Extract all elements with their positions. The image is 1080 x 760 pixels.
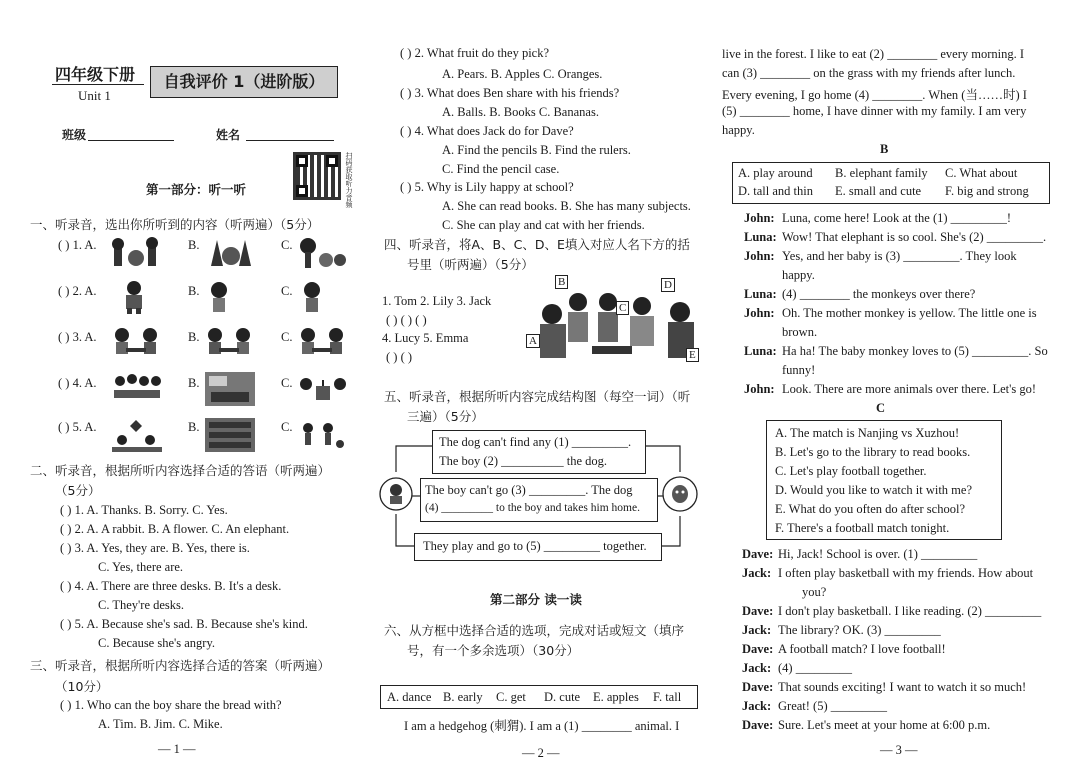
children-table-picture[interactable] — [298, 326, 348, 360]
question-line: ( ) 3. What does Ben share with his friends? — [400, 86, 620, 100]
option-b-label: B. — [188, 330, 200, 344]
page-number: — 2 — — [522, 746, 560, 760]
options-box — [380, 685, 698, 709]
speaker: Luna: — [744, 287, 777, 301]
page-title: 自我评价 1（进阶版） — [150, 66, 338, 98]
tag-a: A — [526, 334, 540, 348]
option-c-label: C. — [281, 238, 293, 252]
boy-picture[interactable] — [112, 280, 162, 314]
section-b-label: B — [880, 142, 889, 156]
speaker: John: — [744, 382, 775, 396]
question-4-number: ( ) 4. A. — [58, 376, 97, 390]
question-options: A. Balls. B. Books C. Bananas. — [442, 105, 599, 119]
passage-line: happy. — [722, 123, 755, 137]
dialog-line: Yes, and her baby is (3) _________. They look — [782, 249, 1017, 263]
question-line: ( ) 2. A. A rabbit. B. A flower. C. An elephant. — [60, 522, 290, 536]
dialog-line: happy. — [782, 268, 815, 282]
dialog-line: you? — [802, 585, 827, 599]
speaker: Dave: — [742, 642, 774, 656]
tag-e: E — [686, 348, 699, 362]
question-line: ( ) 5. Why is Lily happy at school? — [400, 180, 574, 194]
speaker: Luna: — [744, 344, 777, 358]
page-number: — 1 — — [158, 742, 196, 756]
passage-line: I am a hedgehog (刺猬). I am a (1) ________ animal. I — [404, 719, 680, 733]
names-row-2: 4. Lucy 5. Emma — [382, 331, 469, 345]
speaker: Jack: — [742, 623, 772, 637]
section-4-heading: 四、听录音，将A、B、C、D、E填入对应人名下方的括 — [384, 237, 690, 252]
option-item: B. elephant family — [835, 166, 928, 180]
dialog-line: Oh. The mother monkey is yellow. The little one is — [782, 306, 1037, 320]
page-2 — [372, 0, 712, 760]
part-two-title: 第二部分 读一读 — [490, 592, 582, 607]
section-5-heading: 五、听录音，根据所听内容完成结构图（每空一词）（听 — [384, 389, 691, 404]
options-box-c — [766, 420, 1002, 540]
question-line: C. Because she's angry. — [98, 636, 216, 650]
part-one-title: 第一部分：听一听 — [146, 182, 247, 197]
question-options: A. Find the pencils B. Find the rulers. — [442, 143, 631, 157]
option-item: A. play around — [738, 166, 813, 180]
passage-line: (5) ________ home, I have dinner with my family. I am very — [722, 104, 1027, 118]
question-line: C. They're desks. — [98, 598, 185, 612]
option-item: F. tall — [653, 690, 682, 704]
dialog-line: Sure. Let's meet at your home at 6:00 p.m. — [778, 718, 991, 732]
class-field[interactable] — [88, 140, 174, 141]
question-options: A. Pears. B. Apples C. Oranges. — [442, 67, 603, 81]
tag-c: C — [616, 301, 629, 315]
speaker: Dave: — [742, 547, 774, 561]
speaker: Dave: — [742, 718, 774, 732]
answer-brackets-1[interactable]: ( ) ( ) ( ) — [386, 313, 427, 327]
dialog-line: (4) ________ the monkeys over there? — [782, 287, 976, 301]
speaker: Jack: — [742, 699, 772, 713]
structure-text: The dog can't find any (1) _________. — [439, 435, 632, 449]
grade-label: 四年级下册 — [55, 65, 136, 84]
name-label: 姓名 — [216, 128, 241, 142]
option-c-label: C. — [281, 376, 293, 390]
section-2-heading: 二、听录音，根据所听内容选择合适的答语（听两遍） — [30, 463, 331, 478]
section-1-heading: 一、听录音，选出你所听到的内容（听两遍）（5分） — [30, 217, 320, 232]
girl-picture[interactable] — [298, 280, 348, 314]
option-item: B. Let's go to the library to read books. — [775, 445, 971, 459]
question-line: ( ) 4. A. There are three desks. B. It's a desk. — [60, 579, 282, 593]
dialog-line: The library? OK. (3) _________ — [778, 623, 941, 637]
structure-text: They play and go to (5) _________ together. — [423, 539, 647, 553]
option-c-label: C. — [281, 420, 293, 434]
answer-brackets-2[interactable]: ( ) ( ) — [386, 350, 413, 364]
speaker: Jack: — [742, 661, 772, 675]
dialog-line: Great! (5) _________ — [778, 699, 887, 713]
question-5-number: ( ) 5. A. — [58, 420, 97, 434]
question-line: ( ) 1. Who can the boy share the bread with? — [60, 698, 282, 712]
speaker: John: — [744, 211, 775, 225]
dialog-line: Ha ha! The baby monkey loves to (5) _________. So — [782, 344, 1048, 358]
question-line: ( ) 5. A. Because she's sad. B. Because she's kind. — [60, 617, 308, 631]
structure-text: (4) _________ to the boy and takes him home. — [425, 502, 640, 514]
question-line: ( ) 4. What does Jack do for Dave? — [400, 124, 574, 138]
class-label: 班级 — [62, 128, 87, 142]
question-line: ( ) 3. A. Yes, they are. B. Yes, there is. — [60, 541, 250, 555]
qr-marker — [296, 185, 308, 197]
speaker: John: — [744, 249, 775, 263]
structure-text: The boy (2) __________ the dog. — [439, 454, 608, 468]
dialog-line: A football match? I love football! — [778, 642, 946, 656]
children-group-picture — [522, 272, 702, 368]
structure-box-3 — [414, 533, 662, 561]
dialog-line: That sounds exciting! I want to watch it so much! — [778, 680, 1027, 694]
page-number: — 3 — — [880, 743, 918, 757]
options-box-b — [732, 162, 1050, 204]
children-table-picture[interactable] — [205, 326, 255, 360]
dialog-line: I often play basketball with my friends. How about — [778, 566, 1034, 580]
passage-line: Every evening, I go home (4) ________. When (当……时) I — [722, 88, 1027, 102]
family-dinner-picture[interactable] — [112, 372, 162, 406]
dialog-line: Hi, Jack! School is over. (1) _________ — [778, 547, 978, 561]
speaker: Luna: — [744, 230, 777, 244]
dialog-line: (4) _________ — [778, 661, 852, 675]
section-3-heading: 三、听录音，根据所听内容选择合适的答案（听两遍） — [30, 658, 331, 673]
option-item: D. tall and thin — [738, 184, 813, 198]
tiger-forest-picture[interactable] — [205, 236, 255, 270]
girl-picture[interactable] — [205, 280, 255, 314]
option-item: B. early — [443, 690, 483, 704]
option-item: E. small and cute — [835, 184, 922, 198]
question-line: ( ) 1. A. Thanks. B. Sorry. C. Yes. — [60, 503, 228, 517]
names-row-1: 1. Tom 2. Lily 3. Jack — [382, 294, 492, 308]
passage-line: live in the forest. I like to eat (2) ________ every morning. I — [722, 47, 1025, 61]
kite-park-picture[interactable] — [112, 418, 162, 452]
animals-trees-picture[interactable] — [298, 236, 348, 270]
qr-caption: 扫码获取听力音频 — [345, 152, 353, 208]
speaker: Dave: — [742, 680, 774, 694]
section-6-heading-cont: 号，有一个多余选项）（30分） — [407, 643, 580, 658]
option-item: D. cute — [544, 690, 581, 704]
speaker: John: — [744, 306, 775, 320]
dialog-line: funny! — [782, 363, 816, 377]
section-3-score: （10分） — [55, 679, 109, 694]
option-item: C. What about — [945, 166, 1018, 180]
birthday-cake-picture[interactable] — [298, 372, 348, 406]
dialog-line: I don't play basketball. I like reading. (2) _________ — [778, 604, 1042, 618]
dialog-line: Wow! That elephant is so cool. She's (2) _________. — [782, 230, 1047, 244]
option-c-label: C. — [281, 284, 293, 298]
option-b-label: B. — [188, 420, 200, 434]
option-item: C. Let's play football together. — [775, 464, 927, 478]
option-item: E. apples — [593, 690, 639, 704]
option-item: E. What do you often do after school? — [775, 502, 965, 516]
question-options: C. Find the pencil case. — [442, 162, 560, 176]
dialog-line: Luna, come here! Look at the (1) _________! — [782, 211, 1012, 225]
dialog-line: Look. There are more animals over there. Let's go! — [782, 382, 1037, 396]
divider — [52, 84, 144, 85]
structure-box-1 — [432, 430, 646, 474]
question-line: ( ) 2. What fruit do they pick? — [400, 46, 550, 60]
children-table-picture[interactable] — [112, 326, 162, 360]
question-3-number: ( ) 3. A. — [58, 330, 97, 344]
section-2-score: （5分） — [55, 483, 101, 498]
dialog-line: brown. — [782, 325, 818, 339]
speaker: Dave: — [742, 604, 774, 618]
option-item: F. big and strong — [945, 184, 1029, 198]
name-field[interactable] — [246, 140, 334, 141]
section-c-label: C — [876, 401, 886, 415]
question-1-number: ( ) 1. A. — [58, 238, 97, 252]
qr-marker — [326, 155, 338, 167]
option-c-label: C. — [281, 330, 293, 344]
classroom-picture[interactable] — [205, 372, 255, 406]
section-5-heading-cont: 三遍）（5分） — [407, 409, 484, 424]
option-item: D. Would you like to watch it with me? — [775, 483, 972, 497]
option-b-label: B. — [188, 376, 200, 390]
question-2-number: ( ) 2. A. — [58, 284, 97, 298]
passage-line: can (3) ________ on the grass with my friends after lunch. — [722, 66, 1016, 80]
section-4-heading-cont: 号里（听两遍）（5分） — [407, 257, 534, 272]
tag-b: B — [555, 275, 568, 289]
animals-forest-picture[interactable] — [112, 236, 162, 270]
question-line: C. Yes, there are. — [98, 560, 184, 574]
page-3 — [716, 0, 1080, 760]
speaker: Jack: — [742, 566, 772, 580]
option-item: C. get — [496, 690, 526, 704]
option-b-label: B. — [188, 238, 200, 252]
children-playing-picture[interactable] — [298, 418, 348, 452]
option-item: A. dance — [387, 690, 432, 704]
option-item: A. The match is Nanjing vs Xuzhou! — [775, 426, 960, 440]
structure-text: The boy can't go (3) _________. The dog — [425, 483, 633, 497]
unit-label: Unit 1 — [78, 88, 111, 103]
question-options: A. Tim. B. Jim. C. Mike. — [98, 717, 223, 731]
library-picture[interactable] — [205, 418, 255, 452]
structure-box-2 — [420, 478, 658, 522]
tag-d: D — [661, 278, 675, 292]
section-6-heading: 六、从方框中选择合适的选项，完成对话或短文（填序 — [384, 623, 685, 638]
qr-marker — [296, 155, 308, 167]
page-1 — [0, 0, 360, 760]
question-options: C. She can play and cat with her friends. — [442, 218, 645, 232]
question-options: A. She can read books. B. She has many subjects. — [442, 199, 691, 213]
option-item: F. There's a football match tonight. — [775, 521, 950, 535]
option-b-label: B. — [188, 284, 200, 298]
